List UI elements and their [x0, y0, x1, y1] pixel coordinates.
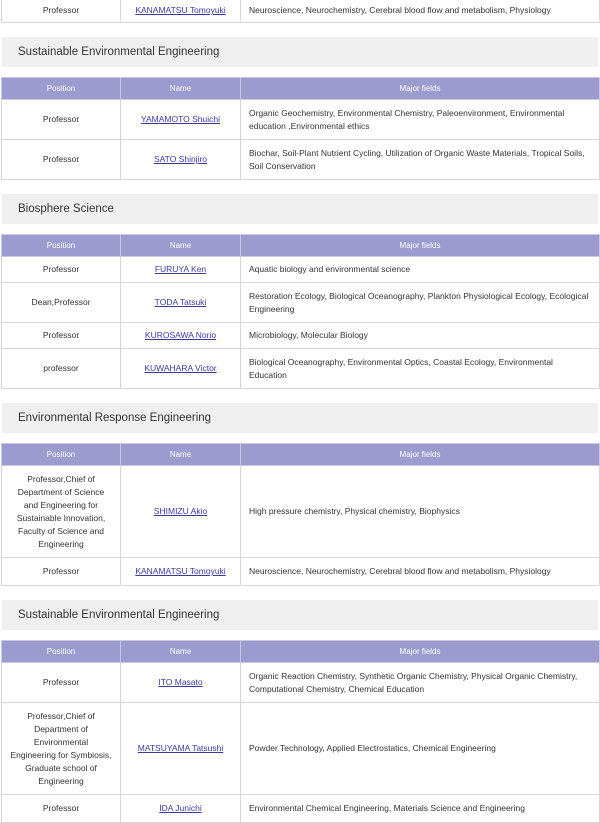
staff-table	[1, 443, 600, 586]
column-header-fields: Major fields	[241, 641, 600, 663]
faculty-name-link[interactable]: KUWAHARA Victor	[144, 363, 217, 373]
major-fields-cell: Powder Technology, Applied Electrostatics, Chemical Engineering	[241, 703, 600, 795]
faculty-name-link[interactable]: YAMAMOTO Shuichi	[140, 114, 221, 124]
name-cell	[121, 703, 241, 795]
section-spacer	[0, 433, 600, 443]
name-cell	[121, 663, 241, 703]
table-header-row	[2, 444, 600, 466]
major-fields-cell: High pressure chemistry, Physical chemistry, Biophysics	[241, 466, 600, 558]
name-cell	[121, 100, 241, 140]
table-header-row	[2, 78, 600, 100]
major-fields-cell: Restoration Ecology, Biological Oceanography, Plankton Physiological Ecology, Ecological Engineering	[241, 283, 600, 323]
table-row	[2, 349, 600, 389]
table-row	[2, 283, 600, 323]
faculty-name-link[interactable]: IDA Junichi	[159, 803, 202, 813]
section-spacer	[0, 67, 600, 77]
column-header-position: Position	[2, 235, 121, 257]
section-title: Sustainable Environmental Engineering	[2, 600, 598, 630]
faculty-name-link[interactable]: FURUYA Ken	[154, 264, 207, 274]
position-cell: Dean,Professor	[2, 283, 121, 323]
faculty-name-link[interactable]: KANAMATSU Tomoyuki	[135, 566, 226, 576]
position-cell: professor	[2, 349, 121, 389]
faculty-name-link[interactable]: ITO Masato	[158, 677, 203, 687]
table-row	[2, 257, 600, 283]
column-header-name: Name	[121, 641, 241, 663]
name-cell	[121, 558, 241, 586]
column-header-position: Position	[2, 78, 121, 100]
faculty-name-link[interactable]: SATO Shinjiro	[153, 154, 208, 164]
section-spacer	[0, 389, 600, 403]
section-spacer	[0, 180, 600, 194]
name-cell	[121, 323, 241, 349]
major-fields-cell: Organic Geochemistry, Environmental Chemistry, Paleoenvironment, Environmental education ,Environmental ethics	[241, 100, 600, 140]
staff-table	[1, 640, 600, 823]
section-spacer	[0, 224, 600, 234]
column-header-fields: Major fields	[241, 444, 600, 466]
table-row	[2, 558, 600, 586]
staff-table-top	[1, 0, 600, 23]
name-cell	[121, 795, 241, 823]
position-cell: Professor,Chief of Department of Science and Engineering for Sustainable Innovation, Faculty of Science and Engineering	[2, 466, 121, 558]
table-header-row	[2, 641, 600, 663]
section-spacer	[0, 630, 600, 640]
position-cell: Professor	[2, 0, 121, 23]
faculty-name-link[interactable]: KANAMATSU Tomoyuki	[135, 5, 226, 15]
section-spacer	[0, 23, 600, 37]
name-cell	[121, 0, 241, 23]
position-cell: Professor	[2, 100, 121, 140]
table-row	[2, 466, 600, 558]
major-fields-cell: Environmental Chemical Engineering, Materials Science and Engineering	[241, 795, 600, 823]
name-cell	[121, 140, 241, 180]
section-title: Sustainable Environmental Engineering	[2, 37, 598, 67]
section-title: Biosphere Science	[2, 194, 598, 224]
name-cell	[121, 257, 241, 283]
faculty-name-link[interactable]: SHIMIZU Akio	[153, 506, 208, 516]
sections-container	[0, 23, 600, 823]
staff-table	[1, 234, 600, 389]
section-spacer	[0, 586, 600, 600]
faculty-name-link[interactable]: TODA Tatsuki	[154, 297, 207, 307]
column-header-position: Position	[2, 641, 121, 663]
major-fields-cell: Organic Reaction Chemistry, Synthetic Organic Chemistry, Physical Organic Chemistry, Computational Chemistry, Chemical Education	[241, 663, 600, 703]
name-cell	[121, 349, 241, 389]
major-fields-cell: Neuroscience, Neurochemistry, Cerebral blood flow and metabolism, Physiology	[241, 558, 600, 586]
major-fields-cell: Microbiology, Molecular Biology	[241, 323, 600, 349]
position-cell: Professor,Chief of Department of Environmental Engineering for Symbiosis, Graduate school of Engineering	[2, 703, 121, 795]
major-fields-cell: Neuroscience, Neurochemistry, Cerebral blood flow and metabolism, Physiology	[241, 0, 600, 23]
table-header-row	[2, 235, 600, 257]
column-header-fields: Major fields	[241, 78, 600, 100]
position-cell: Professor	[2, 663, 121, 703]
column-header-fields: Major fields	[241, 235, 600, 257]
major-fields-cell: Biological Oceanography, Environmental Optics, Coastal Ecology, Environmental Education	[241, 349, 600, 389]
column-header-name: Name	[121, 78, 241, 100]
table-row	[2, 100, 600, 140]
position-cell: Professor	[2, 257, 121, 283]
table-row	[2, 140, 600, 180]
faculty-name-link[interactable]: KUROSAWA Norio	[144, 330, 217, 340]
name-cell	[121, 466, 241, 558]
table-row	[2, 0, 600, 23]
section-title: Environmental Response Engineering	[2, 403, 598, 433]
table-row	[2, 323, 600, 349]
faculty-name-link[interactable]: MATSUYAMA Tatsushi	[137, 743, 224, 753]
position-cell: Professor	[2, 558, 121, 586]
major-fields-cell: Aquatic biology and environmental science	[241, 257, 600, 283]
major-fields-cell: Biochar, Soil-Plant Nutrient Cycling, Utilization of Organic Waste Materials, Tropical Soils, Soil Conservation	[241, 140, 600, 180]
table-row	[2, 663, 600, 703]
staff-table	[1, 77, 600, 180]
table-row	[2, 703, 600, 795]
column-header-name: Name	[121, 235, 241, 257]
table-row	[2, 795, 600, 823]
position-cell: Professor	[2, 795, 121, 823]
position-cell: Professor	[2, 323, 121, 349]
position-cell: Professor	[2, 140, 121, 180]
column-header-position: Position	[2, 444, 121, 466]
column-header-name: Name	[121, 444, 241, 466]
name-cell	[121, 283, 241, 323]
